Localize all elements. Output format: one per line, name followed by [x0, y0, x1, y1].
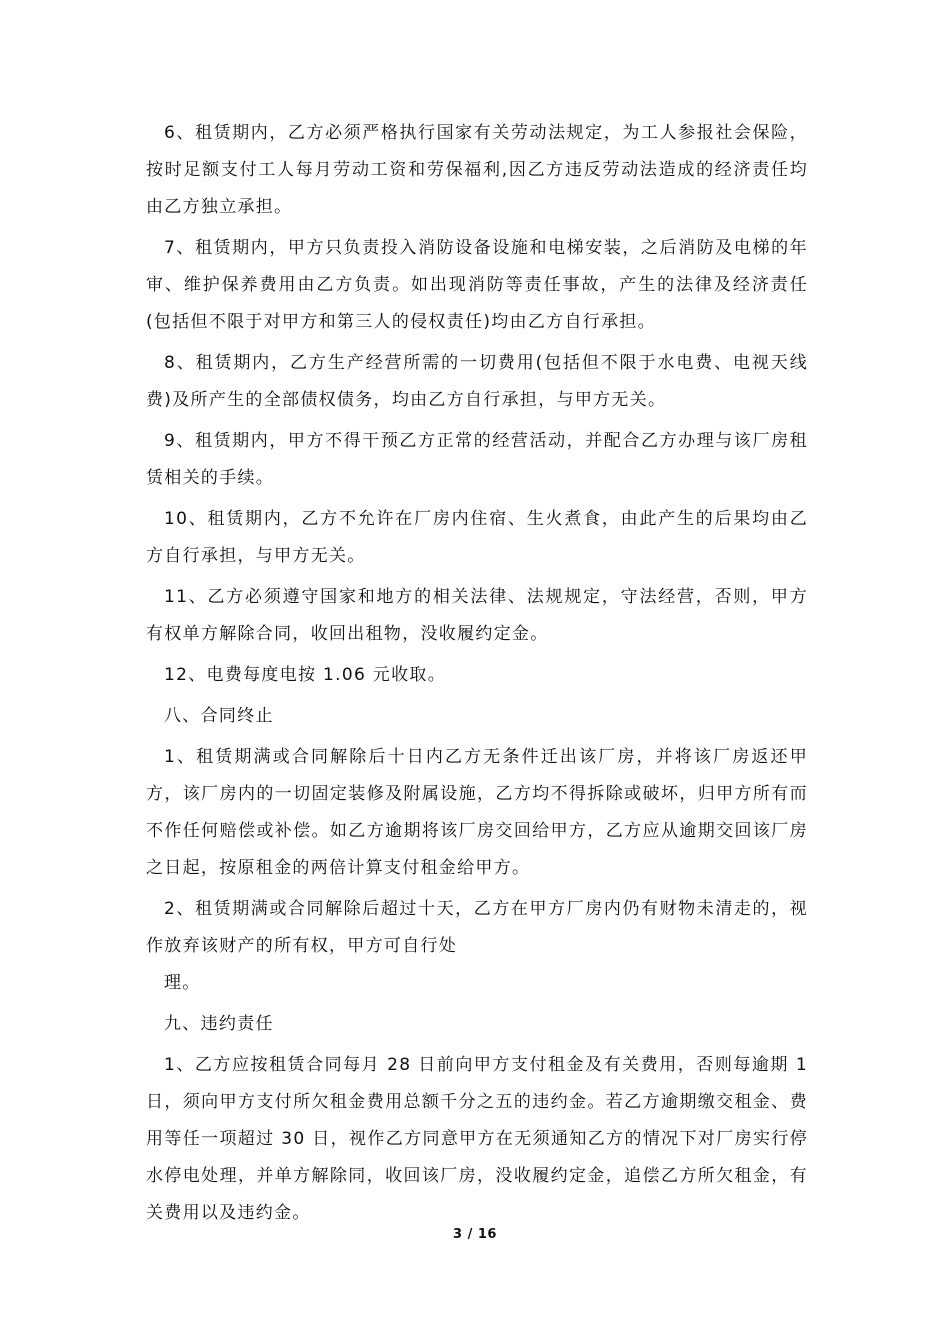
page-number: 3 / 16: [453, 1227, 497, 1242]
section-heading-liability: 九、违约责任: [164, 1014, 274, 1034]
termination-clause-1: 1、租赁期满或合同解除后十日内乙方无条件迁出该厂房，并将该厂房返还甲方，该厂房内的一切固定装修及附属设施，乙方均不得拆除或破坏，归甲方所有而不作任何赔偿或补偿。如乙方逾期将该厂房交回给甲方，乙方应从逾期交回该厂房之日起，按原租金的两倍计算支付租金给甲方。: [146, 747, 808, 878]
termination-clause-2-continuation: 理。: [164, 973, 201, 993]
clause-9: 9、租赁期内，甲方不得干预乙方正常的经营活动，并配合乙方办理与该厂房租赁相关的手续。: [146, 431, 808, 488]
liability-clause-1: 1、乙方应按租赁合同每月 28 日前向甲方支付租金及有关费用，否则每逾期 1 日，须向甲方支付所欠租金费用总额千分之五的违约金。若乙方逾期缴交租金、费用等任一项超过 30 日，视作乙方同意甲方在无须通知乙方的情况下对厂房实行停水停电处理，并单方解除同，收回该厂房，没收履约定金，追偿乙方所欠租金，有关费用以及违约金。: [146, 1055, 808, 1223]
clause-6: 6、租赁期内，乙方必须严格执行国家有关劳动法规定，为工人参报社会保险，按时足额支付工人每月劳动工资和劳保福利,因乙方违反劳动法造成的经济责任均由乙方独立承担。: [146, 123, 808, 217]
clause-7: 7、租赁期内，甲方只负责投入消防设备设施和电梯安装，之后消防及电梯的年审、维护保养费用由乙方负责。如出现消防等责任事故，产生的法律及经济责任(包括但不限于对甲方和第三人的侵权责任)均由乙方自行承担。: [146, 238, 808, 332]
clause-10: 10、租赁期内，乙方不允许在厂房内住宿、生火煮食，由此产生的后果均由乙方自行承担，与甲方无关。: [146, 509, 808, 566]
document-body: [146, 115, 808, 1236]
clause-12: 12、电费每度电按 1.06 元收取。: [164, 665, 446, 685]
section-heading-termination: 八、合同终止: [164, 706, 274, 726]
termination-clause-2: 2、租赁期满或合同解除后超过十天，乙方在甲方厂房内仍有财物未清走的，视作放弃该财产的所有权，甲方可自行处: [146, 899, 808, 956]
clause-8: 8、租赁期内，乙方生产经营所需的一切费用(包括但不限于水电费、电视天线费)及所产生的全部债权债务，均由乙方自行承担，与甲方无关。: [146, 353, 808, 410]
clause-11: 11、乙方必须遵守国家和地方的相关法律、法规规定，守法经营，否则，甲方有权单方解除合同，收回出租物，没收履约定金。: [146, 587, 808, 644]
